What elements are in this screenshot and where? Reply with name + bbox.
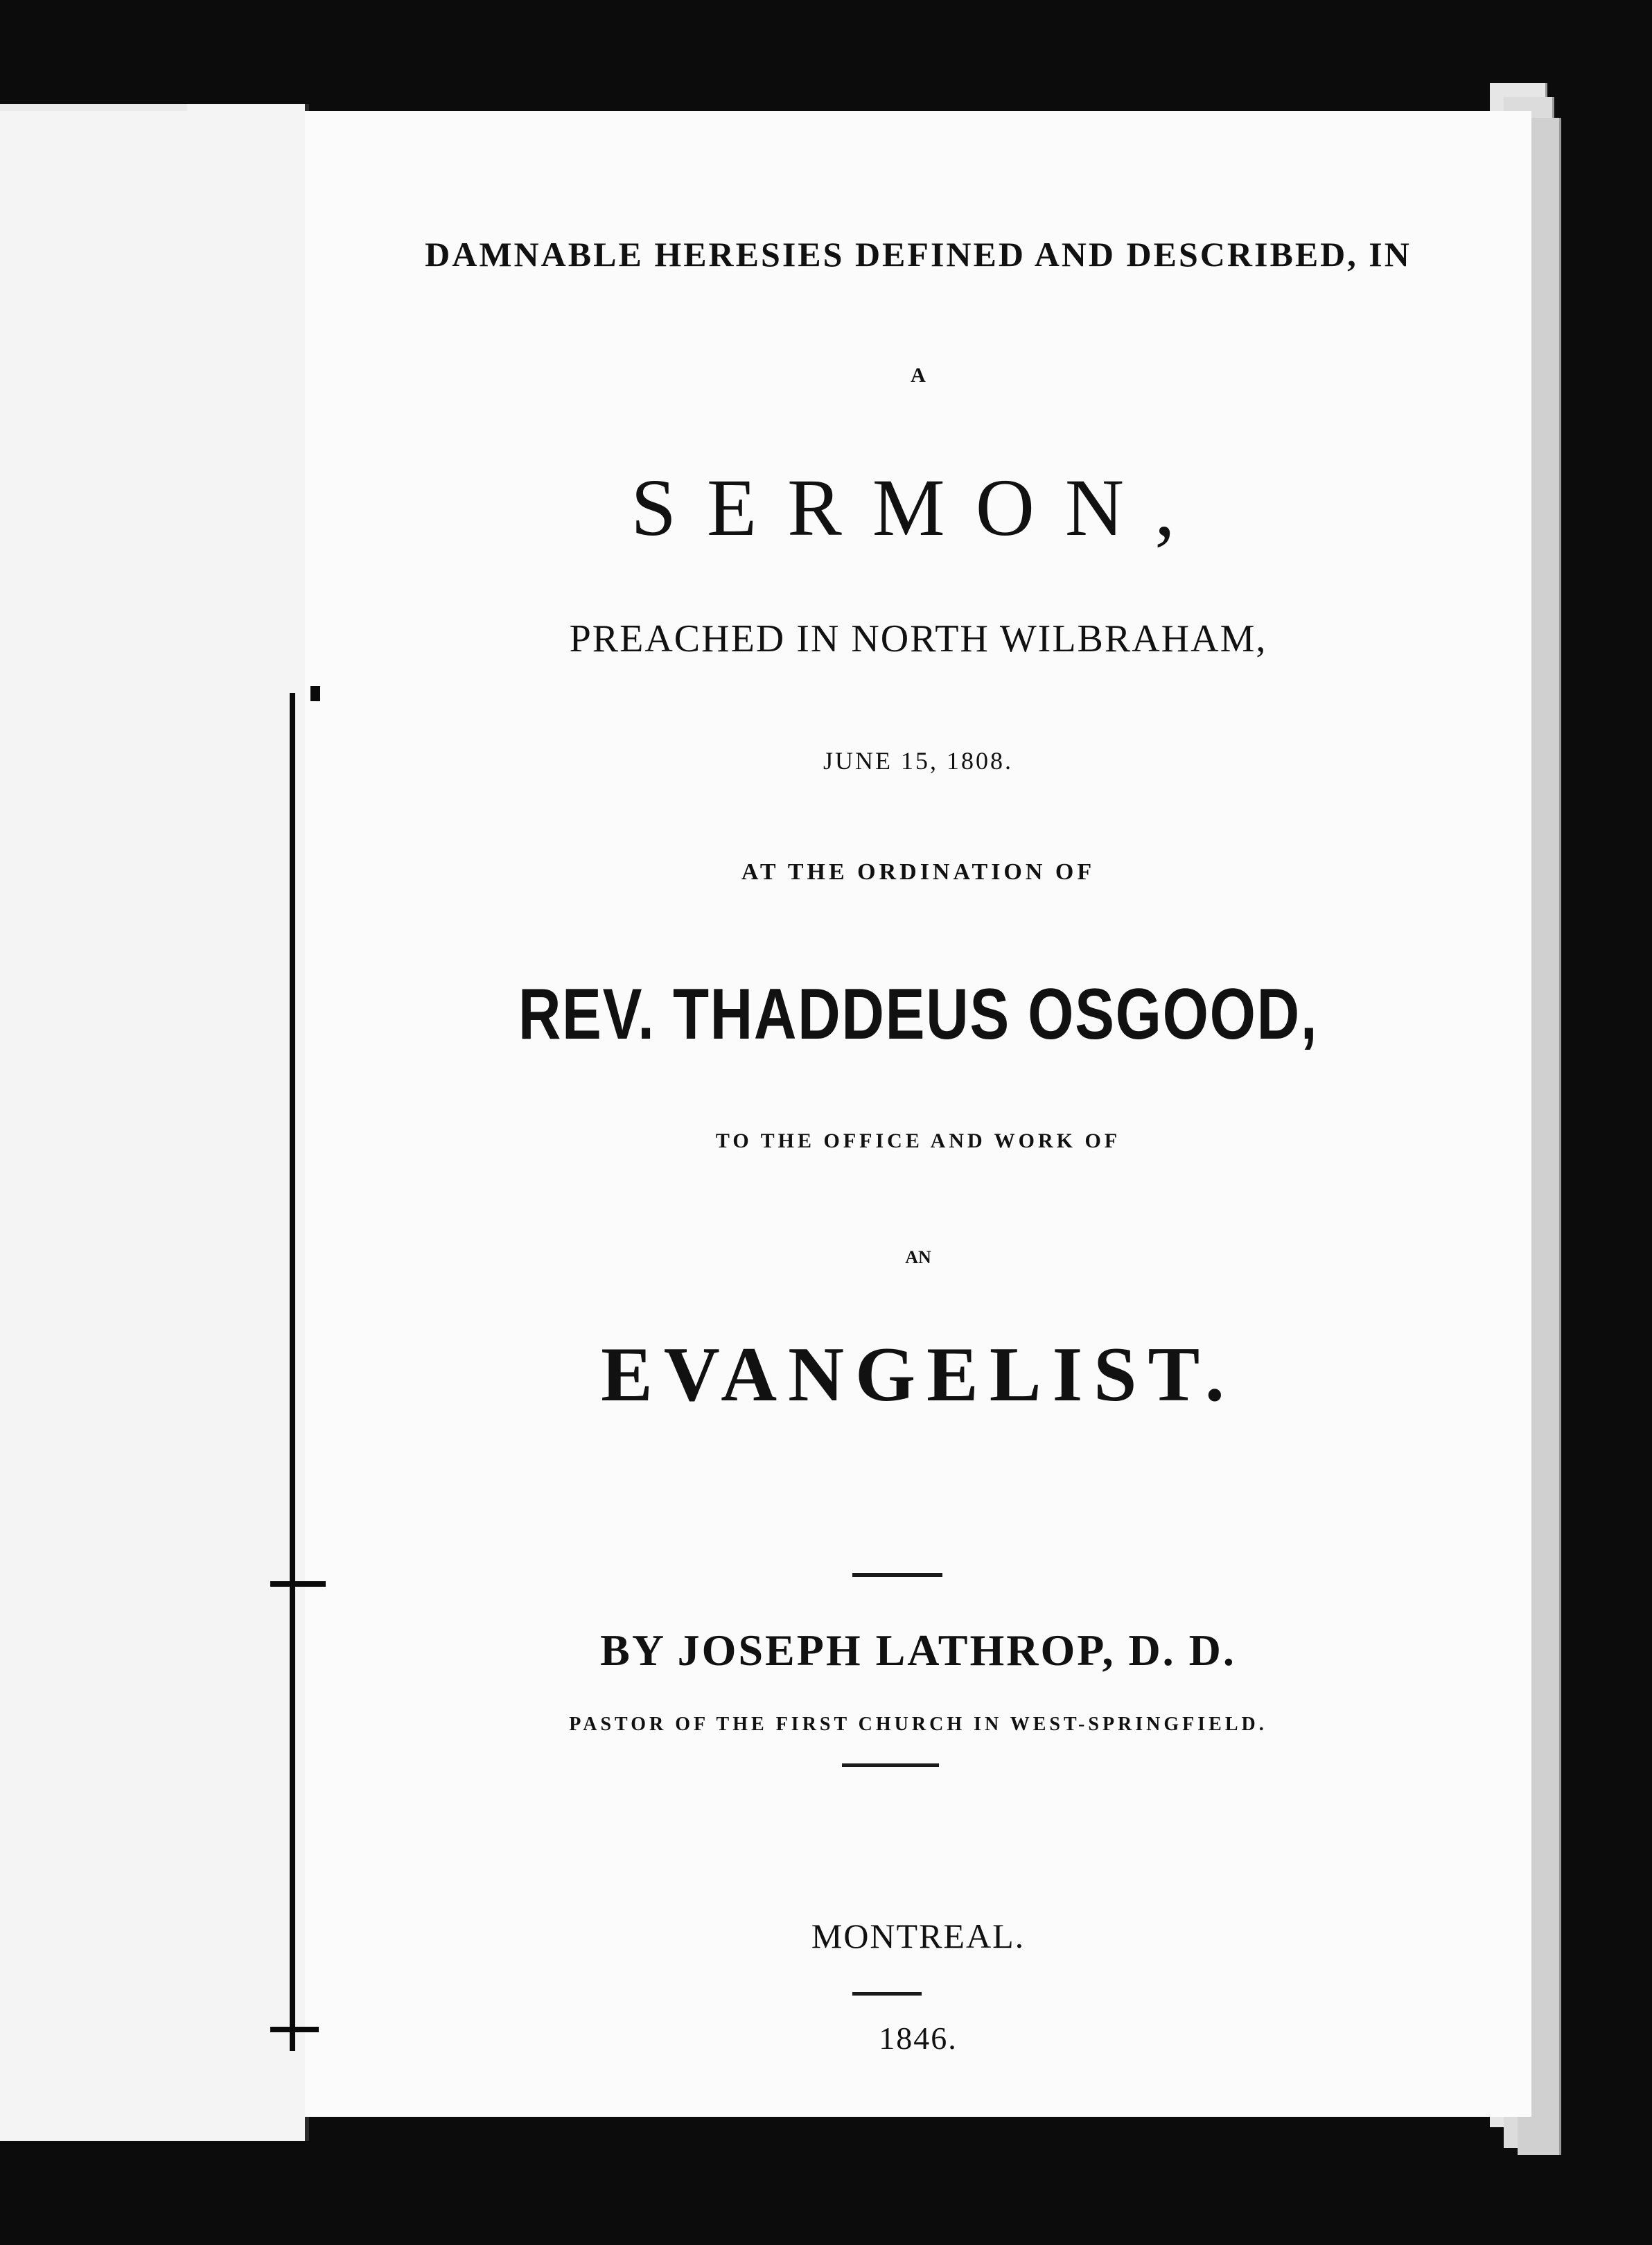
facing-page bbox=[0, 104, 309, 2141]
binding-thread bbox=[290, 693, 295, 2051]
office-line: TO THE OFFICE AND WORK OF bbox=[715, 1129, 1121, 1152]
author-line: BY JOSEPH LATHROP, D. D. bbox=[600, 1626, 1236, 1675]
divider-rule bbox=[852, 1992, 922, 1996]
binding-stitch bbox=[270, 1581, 326, 1587]
sermon-title: DAMNABLE HERESIES DEFINED AND DESCRIBED, IN bbox=[425, 235, 1412, 274]
binding-stitch bbox=[270, 2027, 319, 2032]
publication-year: 1846. bbox=[879, 2020, 958, 2056]
ordinand-name: REV. THADDEUS OSGOOD, bbox=[518, 974, 1319, 1055]
sermon-heading: SERMON, bbox=[631, 462, 1206, 553]
divider-rule bbox=[842, 1763, 939, 1767]
evangelist-heading: EVANGELIST. bbox=[601, 1332, 1236, 1418]
divider-rule bbox=[852, 1573, 942, 1577]
title-page bbox=[305, 111, 1531, 2117]
preached-location: PREACHED IN NORTH WILBRAHAM, bbox=[569, 617, 1267, 660]
sermon-date: JUNE 15, 1808. bbox=[823, 747, 1013, 775]
binding-knot bbox=[310, 686, 320, 701]
publication-place: MONTREAL. bbox=[811, 1917, 1026, 1955]
facing-page-tab bbox=[0, 104, 187, 111]
author-position: PASTOR OF THE FIRST CHURCH IN WEST-SPRINGFIELD. bbox=[569, 1714, 1267, 1735]
article-line: A bbox=[911, 364, 926, 387]
ordination-line: AT THE ORDINATION OF bbox=[741, 859, 1096, 885]
an-line: AN bbox=[905, 1247, 931, 1267]
